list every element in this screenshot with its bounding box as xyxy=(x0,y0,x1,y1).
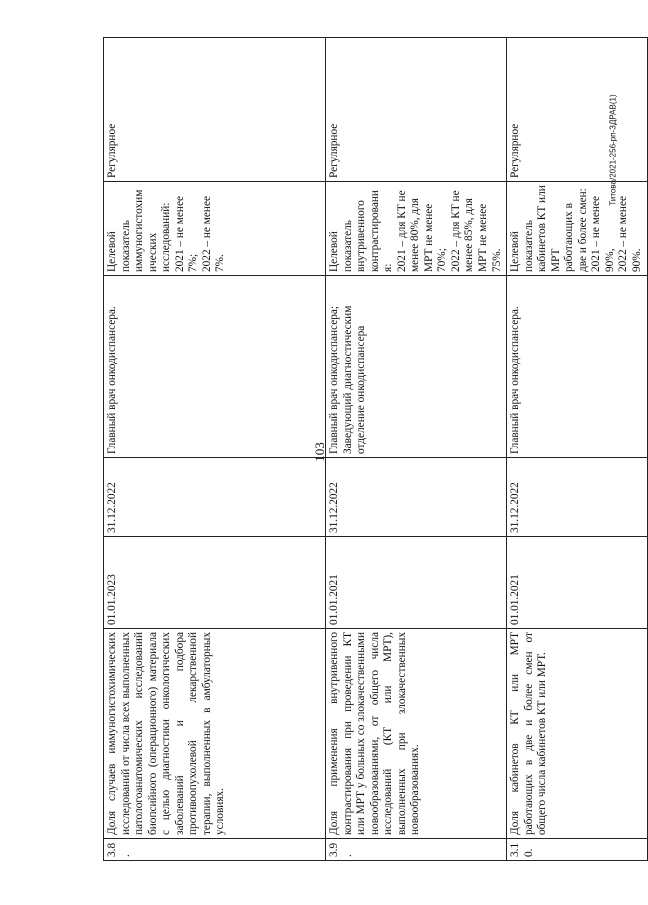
table-body xyxy=(104,38,648,861)
end-date: 31.12.2022 xyxy=(104,458,326,537)
target-line: 2022 – не менее 7%. xyxy=(200,195,227,272)
row-number: 3.9. xyxy=(326,839,507,861)
target-line: 2021 – не менее 90%, xyxy=(590,195,616,272)
table-row xyxy=(104,38,326,861)
target-line: 2021 – для КТ не менее 80%, для МРТ не менее 70%; xyxy=(395,190,449,272)
target-indicator xyxy=(507,182,647,276)
row-number: 3.10. xyxy=(507,839,647,861)
start-date: 01.01.2021 xyxy=(326,537,507,629)
target-line: Целевой показатель внутривенного контрастирования: xyxy=(328,190,395,272)
target-line: 2021 – не менее 7%; xyxy=(173,195,200,272)
end-date: 31.12.2022 xyxy=(326,458,507,537)
responsible: Главный врач онкодиспансера; Заведующий диагностическим отделение онкодиспансера xyxy=(326,276,507,458)
table-row xyxy=(326,38,507,861)
target-line: Целевой показатель кабинетов КТ или МРТ работающих в две и более смен: xyxy=(509,185,589,272)
indicator-name: Доля применения внутривенного контрастирования при проведении КТ или МРТ у больных со злокачественными новообразованиями, от общего числа исследований (КТ или МРТ), выполненных при злокачественных новообразованиях. xyxy=(326,629,507,839)
target-indicator xyxy=(326,182,507,276)
target-line: 2022 – не менее 90%. xyxy=(617,195,644,272)
target-line: Целевой показатель иммуногистохимических исследований: xyxy=(106,189,173,272)
table-row xyxy=(507,38,647,861)
start-date: 01.01.2021 xyxy=(507,537,647,629)
frequency: Регулярное xyxy=(326,38,507,182)
target-indicator xyxy=(104,182,326,276)
indicator-name: Доля кабинетов КТ или МРТ работающих в две и более смен от общего числа кабинетов КТ или МРТ. xyxy=(507,629,647,839)
indicator-name: Доля случаев иммуногистохимических исследований от числа всех выполненных патологоанатомических исследований биопсийного (операционного) материала с целью диагностики онкологических заболеваний и подбора противоопухолевой лекарственной терапии, выполненных в амбулаторных условиях. xyxy=(104,629,326,839)
target-line: 2022 – для КТ не менее 85%, для МРТ не менее 75%. xyxy=(449,190,503,272)
activities-table xyxy=(103,37,648,861)
frequency: Регулярное xyxy=(104,38,326,182)
start-date: 01.01.2023 xyxy=(104,537,326,629)
responsible: Главный врач онкодиспансера. xyxy=(104,276,326,458)
responsible: Главный врач онкодиспансера. xyxy=(507,276,647,458)
document-code: Титова/2021-256-рп-ЗДРАВ(1) xyxy=(608,94,618,206)
row-number: 3.8. xyxy=(104,839,326,861)
page-number: 103 xyxy=(312,442,327,462)
end-date: 31.12.2022 xyxy=(507,458,647,537)
frequency: Регулярное xyxy=(507,38,647,182)
